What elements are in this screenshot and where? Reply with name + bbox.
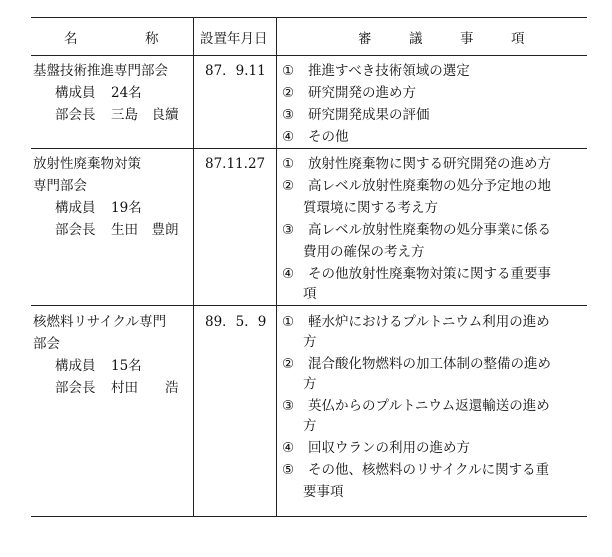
- row2-members-value: 19名: [111, 200, 142, 216]
- row2-item2-line2: 質環境に関する考え方: [303, 200, 438, 216]
- header-matter-char-3: 事: [460, 31, 474, 47]
- row2-item2-text-1: 高レベル放射性廃棄物の処分予定地の地: [308, 178, 551, 194]
- row-divider-2: [31, 305, 587, 306]
- row3-item2-text-1: 混合酸化物燃料の加工体制の整備の進め: [308, 356, 551, 372]
- row3-item5-mark: ⑤: [282, 462, 295, 478]
- row1-item3-mark: ③: [282, 107, 295, 123]
- header-matter-char-2: 議: [409, 31, 423, 47]
- header-matter-char-1: 審: [358, 31, 372, 47]
- row2-item3-mark: ③: [282, 222, 295, 238]
- row2-chair-name: 生田 豊朗: [111, 222, 179, 238]
- row3-chair-label: 部会長: [55, 380, 96, 396]
- row3-item3: [282, 398, 550, 415]
- row3-item2-mark: ②: [282, 356, 295, 372]
- row2-item4-line2: 項: [303, 286, 317, 302]
- row1-date: 87．9.11: [205, 63, 266, 79]
- header-date: 設置年月日: [200, 31, 268, 47]
- row1-item3: [282, 107, 430, 124]
- row1-item3-text: 研究開発成果の評価: [308, 107, 430, 123]
- row3-item3-text-1: 英仏からのプルトニウム返還輸送の進め: [308, 398, 550, 414]
- row2-item3-text-1: 高レベル放射性廃棄物の処分事業に係る: [308, 222, 551, 238]
- table-bottom-rule: [31, 516, 587, 517]
- row3-item5-line2: 要事項: [303, 484, 344, 500]
- row3-item4-mark: ④: [282, 440, 295, 456]
- row1-chair-label: 部会長: [55, 107, 96, 123]
- row3-name-line2: 部会: [33, 336, 60, 352]
- column-divider-1: [193, 17, 194, 517]
- header-matter-char-4: 項: [511, 31, 525, 47]
- row3-chair-name: 村田 浩: [111, 380, 179, 396]
- row2-name-line2: 専門部会: [33, 178, 87, 194]
- row1-item4-mark: ④: [282, 129, 295, 145]
- row2-members-label: 構成員: [55, 200, 96, 216]
- row1-item4-text: その他: [308, 129, 349, 145]
- row1-members-value: 24名: [111, 85, 142, 101]
- row3-item3-line2: 方: [303, 418, 317, 434]
- row3-item2-line2: 方: [303, 376, 317, 392]
- row-divider-1: [31, 148, 587, 149]
- row3-item3-mark: ③: [282, 398, 295, 414]
- row2-item1-mark: ①: [282, 156, 295, 172]
- row1-item2-mark: ②: [282, 85, 295, 101]
- row1-chair-name: 三島 良續: [111, 107, 179, 123]
- header-name-char-1: 名: [64, 31, 78, 47]
- row2-chair-label: 部会長: [55, 222, 96, 238]
- row1-item1-mark: ①: [282, 63, 295, 79]
- row2-item2-mark: ②: [282, 178, 295, 194]
- row1-item2-text: 研究開発の進め方: [308, 85, 416, 101]
- row1-item1-text: 推進すべき技術領域の選定: [308, 63, 470, 79]
- row2-item4-mark: ④: [282, 266, 295, 282]
- row2-item3: [282, 222, 551, 239]
- row2-item4: [282, 266, 551, 283]
- row3-item4-text: 回収ウランの利用の進め方: [308, 440, 470, 456]
- row2-item4-text-1: その他放射性廃棄物対策に関する重要事: [308, 266, 551, 282]
- row2-item3-line2: 費用の確保の考え方: [303, 244, 425, 260]
- row3-date: 89．5．9: [205, 314, 267, 330]
- row2-item1-text: 放射性廃棄物に関する研究開発の進め方: [308, 156, 551, 172]
- row3-members-label: 構成員: [55, 358, 96, 374]
- header-name-char-2: 称: [145, 31, 159, 47]
- row2-name-line1: 放射性廃棄物対策: [33, 156, 141, 172]
- row3-item1-mark: ①: [282, 314, 295, 330]
- row3-item1: [282, 314, 550, 331]
- row2-item2: [282, 178, 551, 195]
- row1-item2: [282, 85, 416, 102]
- row3-item5: [282, 462, 549, 479]
- row3-item5-text-1: その他、核燃料のリサイクルに関する重: [308, 462, 550, 478]
- table-top-rule: [31, 17, 587, 18]
- row3-item4: [282, 440, 470, 457]
- row1-name: 基盤技術推進専門部会: [33, 63, 168, 79]
- row1-members-label: 構成員: [55, 85, 96, 101]
- row3-item2: [282, 356, 551, 373]
- row3-item1-text-1: 軽水炉におけるプルトニウム利用の進め: [308, 314, 550, 330]
- row3-item1-line2: 方: [303, 334, 317, 350]
- header-bottom-rule: [31, 55, 587, 56]
- row2-item1: [282, 156, 551, 173]
- row3-members-value: 15名: [111, 358, 142, 374]
- row2-date: 87.11.27: [205, 156, 266, 172]
- row1-item1: [282, 63, 470, 80]
- row3-name-line1: 核燃料リサイクル専門: [33, 314, 167, 330]
- column-divider-2: [276, 17, 277, 517]
- row1-item4: [282, 129, 349, 146]
